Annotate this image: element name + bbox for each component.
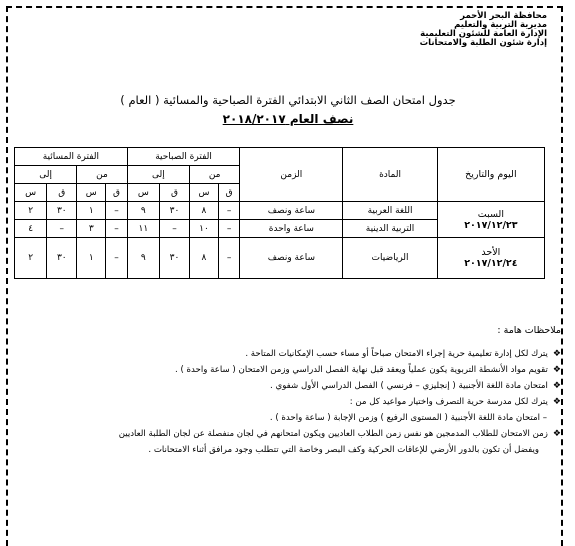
header-minute: ق xyxy=(218,184,239,202)
document-title: جدول امتحان الصف الثاني الابتدائي الفترة الصباحية والمسائية ( العام ) xyxy=(120,93,456,107)
list-item xyxy=(31,410,561,426)
directorate-header xyxy=(419,11,547,48)
day-date-cell xyxy=(437,238,544,279)
day-name: السبت xyxy=(477,208,504,220)
header-line: مديرية التربية والتعليم xyxy=(454,20,547,30)
morning-from-minute: – xyxy=(218,202,239,220)
header-hour: س xyxy=(77,184,106,202)
morning-from-hour: ١٠ xyxy=(189,220,218,238)
note-text: ويفضل أن تكون بالدور الأرضي للإعاقات الحركية وكف البصر وخاصة التي تتطلب وجود مرافق أثناء الامتحانات . xyxy=(148,445,539,455)
morning-to-minute: – xyxy=(159,220,189,238)
list-item xyxy=(31,394,561,410)
morning-to-minute: ٣٠ xyxy=(159,238,189,279)
exam-schedule-table xyxy=(14,147,545,279)
morning-to-hour: ٩ xyxy=(127,202,159,220)
evening-to-minute: ٣٠ xyxy=(47,202,77,220)
note-text: تقويم مواد الأنشطة التربوية يكون عملياً ويعقد قبل نهاية الفصل الدراسي وزمن الامتحان ( ساعة واحدة ) . xyxy=(175,365,548,375)
evening-to-hour: ٢ xyxy=(15,202,47,220)
header-line: إدارة شئون الطلبة والامتحانات xyxy=(419,38,547,48)
list-item xyxy=(31,346,561,362)
duration-cell: ساعة ونصف xyxy=(240,202,343,220)
morning-from-minute: – xyxy=(218,220,239,238)
evening-from-minute: – xyxy=(106,238,127,279)
header-hour: س xyxy=(127,184,159,202)
list-item xyxy=(31,378,561,394)
subject-cell: الرياضيات xyxy=(343,238,437,279)
evening-from-minute: – xyxy=(106,220,127,238)
header-hour: س xyxy=(189,184,218,202)
evening-to-hour: ٤ xyxy=(15,220,47,238)
note-text: – امتحان مادة اللغة الأجنبية ( المستوى الرفيع ) وزمن الإجابة ( ساعة واحدة ) . xyxy=(269,413,547,423)
notes-heading: ملاحظات هامة : xyxy=(497,325,561,336)
morning-from-minute: – xyxy=(218,238,239,279)
note-text: امتحان مادة اللغة الأجنبية ( إنجليزي – فرنسي ) الفصل الدراسي الأول شفوي . xyxy=(270,381,548,391)
note-text: زمن الامتحان للطلاب المدمجين هو نفس زمن الطلاب العاديين ويكون امتحانهم في لجان منفصلة عن لجان الطلبة العاديين xyxy=(118,429,548,439)
day-date-cell xyxy=(437,202,544,238)
header-to: إلى xyxy=(15,166,77,184)
header-from: من xyxy=(189,166,239,184)
evening-to-minute: – xyxy=(47,220,77,238)
header-evening-period: الفترة المسائية xyxy=(15,148,128,166)
duration-cell: ساعة واحدة xyxy=(240,220,343,238)
list-item xyxy=(31,362,561,378)
morning-to-minute: ٣٠ xyxy=(159,202,189,220)
notes-list xyxy=(31,346,561,458)
morning-from-hour: ٨ xyxy=(189,202,218,220)
header-to: إلى xyxy=(127,166,189,184)
header-from: من xyxy=(77,166,127,184)
star-bullet-icon: ❖ xyxy=(552,349,561,359)
table-row xyxy=(15,238,545,279)
header-duration: الزمن xyxy=(240,148,343,202)
header-line: الإدارة العامة للشئون التعليمية xyxy=(420,29,547,39)
exam-date: ٢٠١٧/١٢/٢٤ xyxy=(464,258,518,269)
exam-date: ٢٠١٧/١٢/٢٣ xyxy=(464,219,518,231)
header-minute: ق xyxy=(159,184,189,202)
evening-to-minute: ٣٠ xyxy=(47,238,77,279)
day-name: الأحد xyxy=(481,247,501,258)
header-hour: س xyxy=(15,184,47,202)
list-item xyxy=(31,426,561,442)
evening-from-minute: – xyxy=(106,202,127,220)
star-bullet-icon: ❖ xyxy=(552,429,561,439)
subject-cell: اللغة العربية xyxy=(343,202,437,220)
star-bullet-icon: ❖ xyxy=(552,381,561,391)
header-line: محافظة البحر الأحمر xyxy=(460,11,547,21)
document-subtitle: نصف العام ٢٠١٨/٢٠١٧ xyxy=(222,112,354,126)
subject-cell: التربية الدينية xyxy=(343,220,437,238)
star-bullet-icon: ❖ xyxy=(552,397,561,407)
duration-cell: ساعة ونصف xyxy=(240,238,343,279)
evening-to-hour: ٢ xyxy=(15,238,47,279)
evening-from-hour: ١ xyxy=(77,238,106,279)
table-row xyxy=(15,202,545,220)
list-item xyxy=(31,442,561,458)
evening-from-hour: ١ xyxy=(77,202,106,220)
note-text: يترك لكل مدرسة حرية التصرف واختيار مواعيد كل من : xyxy=(349,397,548,407)
header-subject: المادة xyxy=(343,148,437,202)
morning-from-hour: ٨ xyxy=(189,238,218,279)
evening-from-hour: ٣ xyxy=(77,220,106,238)
header-minute: ق xyxy=(106,184,127,202)
morning-to-hour: ١١ xyxy=(127,220,159,238)
star-bullet-icon: ❖ xyxy=(552,365,561,375)
morning-to-hour: ٩ xyxy=(127,238,159,279)
header-minute: ق xyxy=(47,184,77,202)
note-text: يترك لكل إدارة تعليمية حرية إجراء الامتحان صباحاً أو مساء حسب الإمكانيات المتاحة . xyxy=(245,349,548,359)
header-morning-period: الفترة الصباحية xyxy=(127,148,240,166)
header-day-date: اليوم والتاريخ xyxy=(437,148,544,202)
